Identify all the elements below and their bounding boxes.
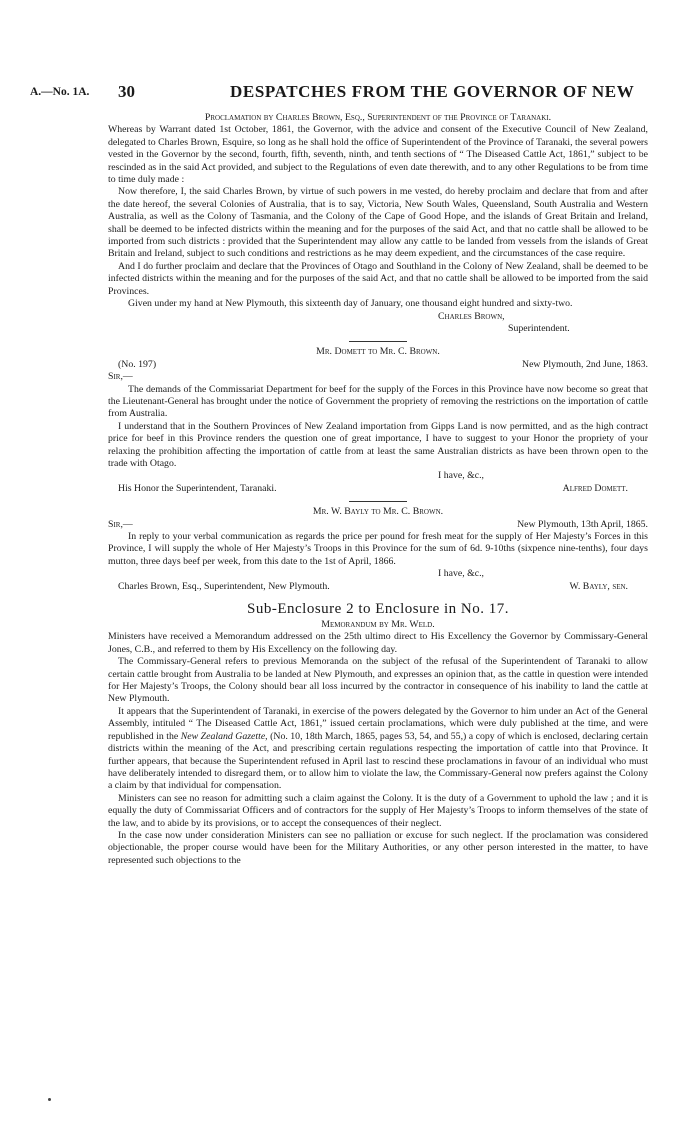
letter-paragraph: The demands of the Commissariat Department for beef for the supply of the Forces in this Province have now become so great that the Lieutenant-General has brought under the notice of Government the propriety of removing the restrictions on the importation of cattle from Australia. — [108, 383, 648, 420]
scan-speck — [48, 1098, 51, 1101]
proclamation-paragraph: And I do further proclaim and declare that the Provinces of Otago and Southland in the Colony of New Zealand, shall be deemed to be infected districts within the meaning and for the purposes of the said Act, and that no cattle shall be allowed to be imported from the said Provinces. — [108, 260, 648, 297]
letter-paragraph: In reply to your verbal communication as regards the price per pound for fresh meat for the supply of Her Majesty’s Forces in this Province, I will supply the whole of Her Majesty’s Troops in this Province for the sum of 6d. 9-10ths (sixpence nine-tenths), four days mutton, three days beef per week, from this date to the 1st of April, 1866. — [108, 531, 648, 567]
letter-meta-row — [108, 359, 648, 371]
memorandum-paragraph — [108, 706, 648, 793]
proclamation-heading: Proclamation by Charles Brown, Esq., Superintendent of the Province of Taranaki. — [204, 112, 552, 123]
letter-heading: Mr. W. Bayly to Mr. C. Brown. — [312, 506, 444, 518]
proclamation-paragraph: Whereas by Warrant dated 1st October, 1861, the Governor, with the advice and consent of the Executive Council of New Zealand, delegated to Charles Brown, Esquire, so long as he shall hold the office of Superintendent of the Province of Taranaki, the several powers vested in the Governor by the second, fourth, fifth, seventh, ninth, and tenth sections of “ The Diseased Cattle Act, 1861,” subject to be rescinded as in the said Act provided, and subject to the Regulations of even date therewith, and to any other Regulations to be from time to time duly made : — [108, 124, 648, 186]
letter-closing: I have, &c., — [438, 470, 484, 482]
letter-salutation: Sir,— — [108, 371, 133, 383]
document-reference: A.—No. 1A. — [30, 86, 90, 98]
proclamation-signature: Charles Brown, — [438, 310, 505, 322]
page-number: 30 — [118, 82, 135, 101]
proclamation-signature-title: Superintendent. — [508, 322, 570, 334]
memorandum-paragraph: In the case now under consideration Ministers can see no palliation or excuse for such neglect. If the proclamation was considered objectionable, the proper course would have been for the Military Authorities, or any other person interested in the matter, to have represented such objections to the — [108, 829, 648, 866]
letter-heading: Mr. Domett to Mr. C. Brown. — [316, 346, 440, 358]
memorandum-paragraph: Ministers have received a Memorandum addressed on the 25th ultimo direct to His Excellency the Governor by Commissary-General Jones, C.B., and referred to them by His Excellency on the following day. — [108, 631, 648, 655]
letter-addressee: Charles Brown, Esq., Superintendent, New Plymouth. — [118, 580, 330, 592]
memorandum-text: , (No. 10, 18th March, 1865, pages 53, 54, and 55,) a copy of which is enclosed, declaring certain districts within the meaning of the Act, and prescribing certain regulations respecting the importation of cattle into that Province. It further appears, that because the Superintendent refused in April last to rescind these proclamations in favour of an individual who must have deliberately intended to disregard them, or to allow him to violate the law, the Commissary-General now prefers against the Colony a claim by that individual for compensation. — [108, 730, 648, 792]
memorandum-paragraph: The Commissary-General refers to previous Memoranda on the subject of the refusal of the Superintendent of Taranaki to allow certain cattle brought from Australia to be landed at New Plymouth, and expresses an opinion that, as the cattle in question were intended for Her Majesty’s Troops, the Colony should bear all loss incurred by the contractor in consequence of his inability to land the cattle at New Plymouth. — [108, 656, 648, 705]
letter-addressee: His Honor the Superintendent, Taranaki. — [118, 482, 277, 494]
letter-paragraph: I understand that in the Southern Provinces of New Zealand importation from Gipps Land is now permitted, and as the high contract price for beef in this Province renders the question one of great importance, I have to suggest to your Honor the propriety of your relaxing the prohibition affecting the importation of cattle from at least the same Australian districts as have been thrown open to the trade with Otago. — [108, 420, 648, 469]
letter-footer-row — [108, 483, 648, 495]
proclamation-given: Given under my hand at New Plymouth, this sixteenth day of January, one thousand eight hundred and sixty-two. — [128, 298, 573, 310]
letter-footer-row — [108, 581, 648, 593]
letter-signature: Alfred Domett. — [562, 482, 628, 494]
running-title: DESPATCHES FROM THE GOVERNOR OF NEW — [230, 82, 635, 101]
letter-place-date: New Plymouth, 13th April, 1865. — [517, 518, 648, 530]
proclamation-paragraph: Now therefore, I, the said Charles Brown, by virtue of such powers in me vested, do hereby proclaim and declare that from and after the date hereof, the several Colonies of Australia, that is to say, Victoria, New South Wales, Queensland, South Australia and Western Australia, as well as the Colony of Tasmania, and the Colony of the Cape of Good Hope, and the islands of Great Britain and Ireland, shall be deemed to be infected districts within the meaning and for the purposes of the said Act, and that no cattle shall be allowed to be imported from such districts : provided that the Superintendent may allow any cattle to be landed from vessels from the islands of Great Britain and Ireland, subject to such conditions and restrictions as he may deem expedient, and the circumstances of the case require. — [108, 186, 648, 260]
letter-place-date: New Plymouth, 2nd June, 1863. — [522, 358, 648, 370]
memorandum-heading: Memorandum by Mr. Weld. — [321, 619, 435, 631]
section-divider — [349, 501, 407, 502]
gazette-title: New Zealand Gazette — [180, 730, 266, 742]
letter-signature: W. Bayly, sen. — [569, 580, 628, 592]
memorandum-paragraph: Ministers can see no reason for admitting such a claim against the Colony. It is the duty of a Government to uphold the law ; and it is equally the duty of Commissariat Officers and of contractors for the supply of Her Majesty’s Troops to inform themselves of the state of the law, and to abide by its provisions, or to accept the consequences of their neglect. — [108, 792, 648, 829]
letter-number: (No. 197) — [118, 358, 157, 370]
letter-meta-row — [108, 519, 648, 531]
letter-closing: I have, &c., — [438, 568, 484, 580]
page-header — [30, 82, 680, 104]
section-divider — [349, 341, 407, 342]
memorandum-text: It appears that the Superintendent of Taranaki, in exercise of the powers delegated by the Governor to him under an Act of the General Assembly, intituled “ The Diseased Cattle Act, 1861,” issued certain proclamations, which were duly published at the time, and were republished in the — [108, 705, 648, 742]
enclosure-title: Sub-Enclosure 2 to Enclosure in No. 17. — [247, 601, 509, 618]
letter-salutation: Sir,— — [108, 518, 133, 530]
page-body — [108, 112, 648, 867]
